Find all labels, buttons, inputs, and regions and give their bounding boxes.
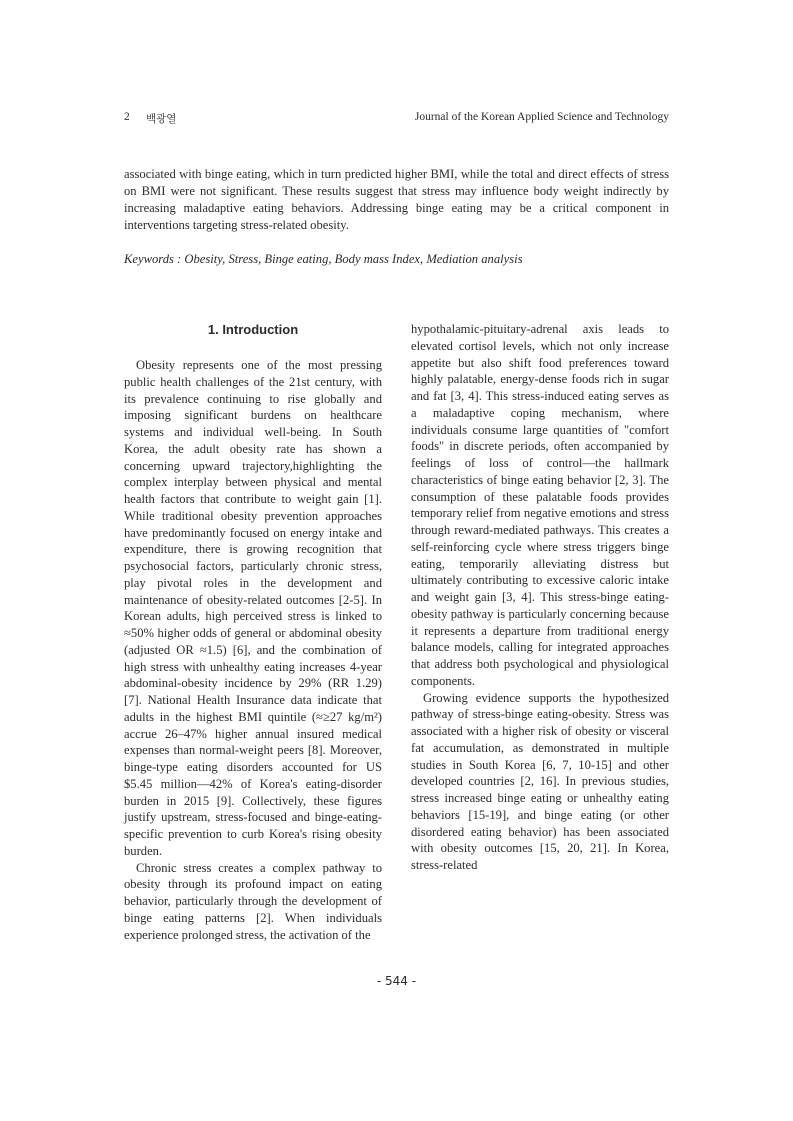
left-column [124,321,382,943]
abstract-continuation [124,166,669,234]
body-paragraph-1: Obesity represents one of the most pressing public health challenges of the 21st century, with its prevalence continuing to rise globally and imposing significant burdens on healthcare systems and individual well-being. In South Korea, the adult obesity rate has shown a concerning upward trajectory,highlighting the complex interplay between physical and mental health factors that contribute to weight gain [1]. While traditional obesity prevention approaches have predominantly focused on energy intake and expenditure, there is growing recognition that psychosocial factors, particularly chronic stress, play pivotal roles in the development and maintenance of obesity-related outcomes [2-5]. In Korean adults, high perceived stress is linked to ≈50% higher odds of general or abdominal obesity (adjusted OR ≈1.5) [6], and the combination of high stress with unhealthy eating increases 4-year abdominal-obesity incidence by 29% (RR 1.29) [7]. National Health Insurance data indicate that adults in the highest BMI quintile (≈≥27 kg/m²) accrue 26–47% higher annual insured medical expenses than normal-weight peers [8]. Moreover, binge-type eating disorders accounted for US $5.45 million—42% of Korea's eating-disorder burden in 2015 [9]. Collectively, these figures justify upstream, stress-focused and binge-eating-specific prevention to curb Korea's rising obesity burden. [124,358,382,858]
header-author: 백광열 [146,113,177,125]
body-paragraph-3: Growing evidence supports the hypothesized pathway of stress-binge eating-obesity. Stress was associated with a higher risk of obesity or visceral fat accumulation, as demonstrated in multiple studies in South Korea [6, 7, 10-15] and other developed countries [2, 16]. In previous studies, stress increased binge eating or unhealthy eating behaviors [15-19], and binge eating (or other disordered eating behavior) has been associated with obesity outcomes [15, 20, 21]. In Korea, stress-related [411,690,669,872]
right-column [411,321,669,874]
page-footer: - 544 - [376,974,417,988]
section-title-introduction: 1. Introduction [207,322,299,337]
abstract-text: associated with binge eating, which in turn predicted higher BMI, while the total and direct effects of stress on BMI were not significant. These results suggest that stress may influence body weight indirectly by increasing maladaptive eating behaviors. Addressing binge eating may be a critical component in interventions targeting stress-related obesity. [124,167,669,232]
header-journal-title: Journal of the Korean Applied Science and Technology [414,111,669,123]
body-paragraph-2-continued: hypothalamic-pituitary-adrenal axis leads to elevated cortisol levels, which not only increase appetite but also shift food preferences toward highly palatable, energy-dense foods rich in sugar and fat [3, 4]. This stress-induced eating serves as a maladaptive coping mechanism, where individuals consume large quantities of "comfort foods" in discrete periods, often accompanied by feelings of loss of control—the hallmark characteristics of binge eating behavior [2, 3]. The consumption of these palatable foods provides temporary relief from negative emotions and stress through reward-mediated pathways. This creates a self-reinforcing cycle where stress triggers binge eating, temporarily alleviating distress but ultimately contributing to excessive caloric intake and weight gain [3, 4]. This stress-binge eating-obesity pathway is particularly concerning because it represents a departure from traditional energy balance models, calling for integrated approaches that address both psychological and physiological components. [411,322,669,688]
body-paragraph-2-text: Chronic stress creates a complex pathway to obesity through its profound impact on eating behavior, particularly through the development of binge eating patterns [2]. When individuals experience prolonged stress, the activation of the [124,860,382,942]
running-header [124,111,669,127]
header-page-number: 2 [124,111,130,123]
keywords: Keywords : Obesity, Stress, Binge eating, Body mass Index, Mediation analysis [124,252,523,266]
body-paragraph-2 [124,860,382,944]
